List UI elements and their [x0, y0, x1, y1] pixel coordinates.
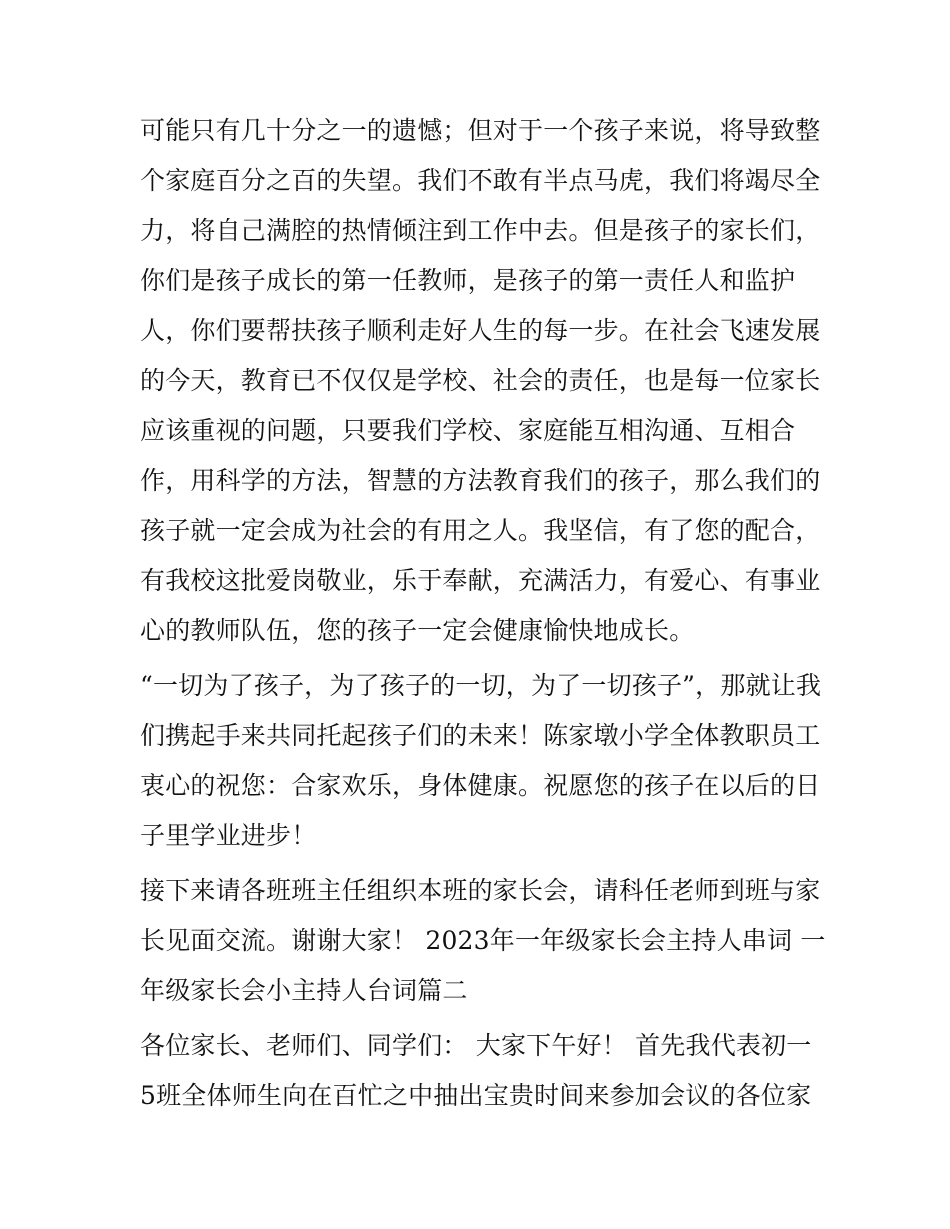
text-line: 长见面交流。谢谢大家！ 2023年一年级家长会主持人串词 一	[140, 926, 826, 955]
text-line: 孩子就一定会成为社会的有用之人。我坚信，有了您的配合，	[140, 516, 821, 545]
text-line: 作，用科学的方法，智慧的方法教育我们的孩子，那么我们的	[140, 466, 821, 495]
text-line: 个家庭百分之百的失望。我们不敢有半点马虎，我们将竭尽全	[140, 166, 821, 195]
text-line: 接下来请各班班主任组织本班的家长会，请科任老师到班与家	[140, 876, 821, 905]
text-line: 你们是孩子成长的第一任教师，是孩子的第一责任人和监护	[140, 266, 796, 295]
text-line: 们携起手来共同托起孩子们的未来！陈家墩小学全体教职员工	[140, 721, 821, 750]
text-line: 心的教师队伍，您的孩子一定会健康愉快地成长。	[140, 616, 695, 645]
text-line: 各位家长、老师们、同学们： 大家下午好！ 首先我代表初一	[140, 1031, 812, 1060]
text-line: 子里学业进步！	[140, 821, 317, 850]
text-line: 年级家长会小主持人台词篇二	[140, 976, 468, 1005]
text-line: 有我校这批爱岗敬业，乐于奉献，充满活力，有爱心、有事业	[140, 566, 821, 595]
text-line: 可能只有几十分之一的遗憾；但对于一个孩子来说，将导致整	[140, 116, 821, 145]
text-line: 衷心的祝您：合家欢乐，身体健康。祝愿您的孩子在以后的日	[140, 771, 821, 800]
text-line: 人，你们要帮扶孩子顺利走好人生的每一步。在社会飞速发展	[140, 316, 821, 345]
text-line: 力，将自己满腔的热情倾注到工作中去。但是孩子的家长们，	[140, 216, 821, 245]
text-line: 应该重视的问题，只要我们学校、家庭能互相沟通、互相合	[140, 416, 796, 445]
text-line: 5班全体师生向在百忙之中抽出宝贵时间来参加会议的各位家	[140, 1081, 812, 1110]
text-line: “一切为了孩子，为了孩子的一切，为了一切孩子”，那就让我	[140, 671, 822, 700]
text-line: 的今天，教育已不仅仅是学校、社会的责任，也是每一位家长	[140, 366, 821, 395]
